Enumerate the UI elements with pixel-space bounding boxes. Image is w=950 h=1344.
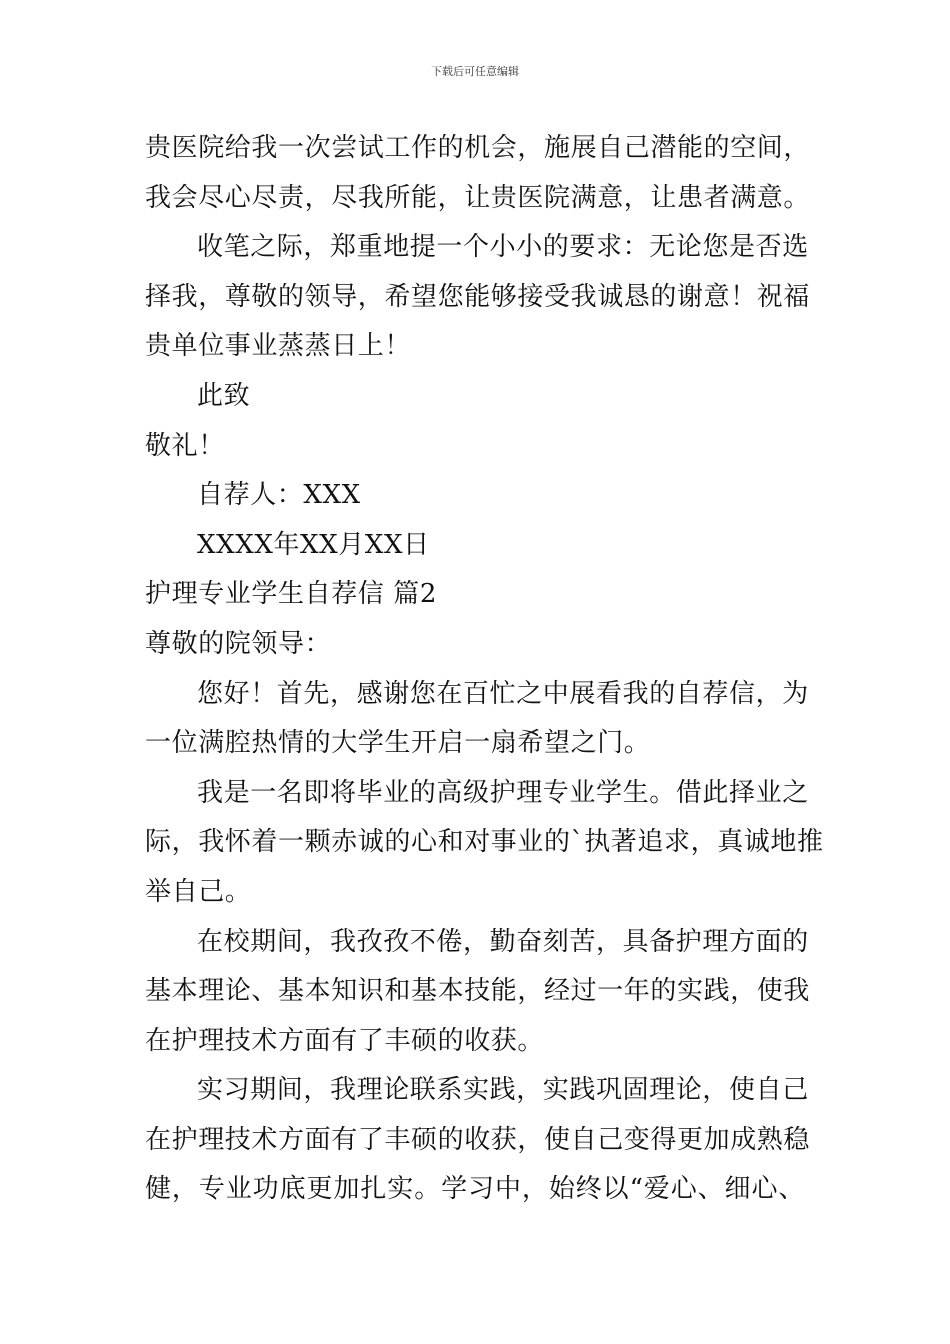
text-line: 我会尽心尽责，尽我所能，让贵医院满意，让患者满意。 (145, 182, 811, 213)
greeting: 尊敬的院领导： (145, 628, 332, 659)
text-line: 在护理技术方面有了丰硕的收获。 (145, 1025, 545, 1056)
section-title: 护理专业学生自荐信 篇2 (145, 579, 438, 610)
paragraph-start: 您好！首先，感谢您在百忙之中展看我的自荐信，为 (197, 678, 809, 709)
paragraph-start: 我是一名即将毕业的高级护理专业学生。借此择业之 (197, 777, 809, 808)
text-line: 贵单位事业蒸蒸日上！ (145, 331, 412, 362)
document-body (145, 124, 824, 1215)
text-line: 际，我怀着一颗赤诚的心和对事业的`执著追求，真诚地推 (145, 827, 824, 858)
paragraph-start: 收笔之际，郑重地提一个小小的要求：无论您是否选 (197, 232, 809, 263)
text-line: 健，专业功底更加扎实。学习中，始终以“爱心、细心、 (145, 1174, 805, 1205)
text-line: 举自己。 (145, 876, 252, 907)
signature-name: 自荐人：XXX (197, 480, 361, 511)
page-header-note: 下载后可任意编辑 (431, 65, 519, 78)
closing-salutation: 此致 (197, 380, 251, 411)
text-line: 在护理技术方面有了丰硕的收获，使自己变得更加成熟稳 (145, 1124, 811, 1155)
closing-regards: 敬礼！ (145, 430, 225, 461)
paragraph-start: 实习期间，我理论联系实践，实践巩固理论，使自己 (197, 1075, 809, 1106)
text-line: 贵医院给我一次尝试工作的机会，施展自己潜能的空间， (145, 133, 811, 163)
text-line: 基本理论、基本知识和基本技能，经过一年的实践，使我 (145, 976, 811, 1007)
paragraph-start: 在校期间，我孜孜不倦，勤奋刻苦，具备护理方面的 (197, 926, 809, 957)
signature-date: XXXX年XX月XX日 (197, 529, 430, 560)
text-line: 一位满腔热情的大学生开启一扇希望之门。 (145, 728, 651, 759)
text-line: 择我，尊敬的领导，希望您能够接受我诚恳的谢意！祝福 (145, 281, 811, 312)
